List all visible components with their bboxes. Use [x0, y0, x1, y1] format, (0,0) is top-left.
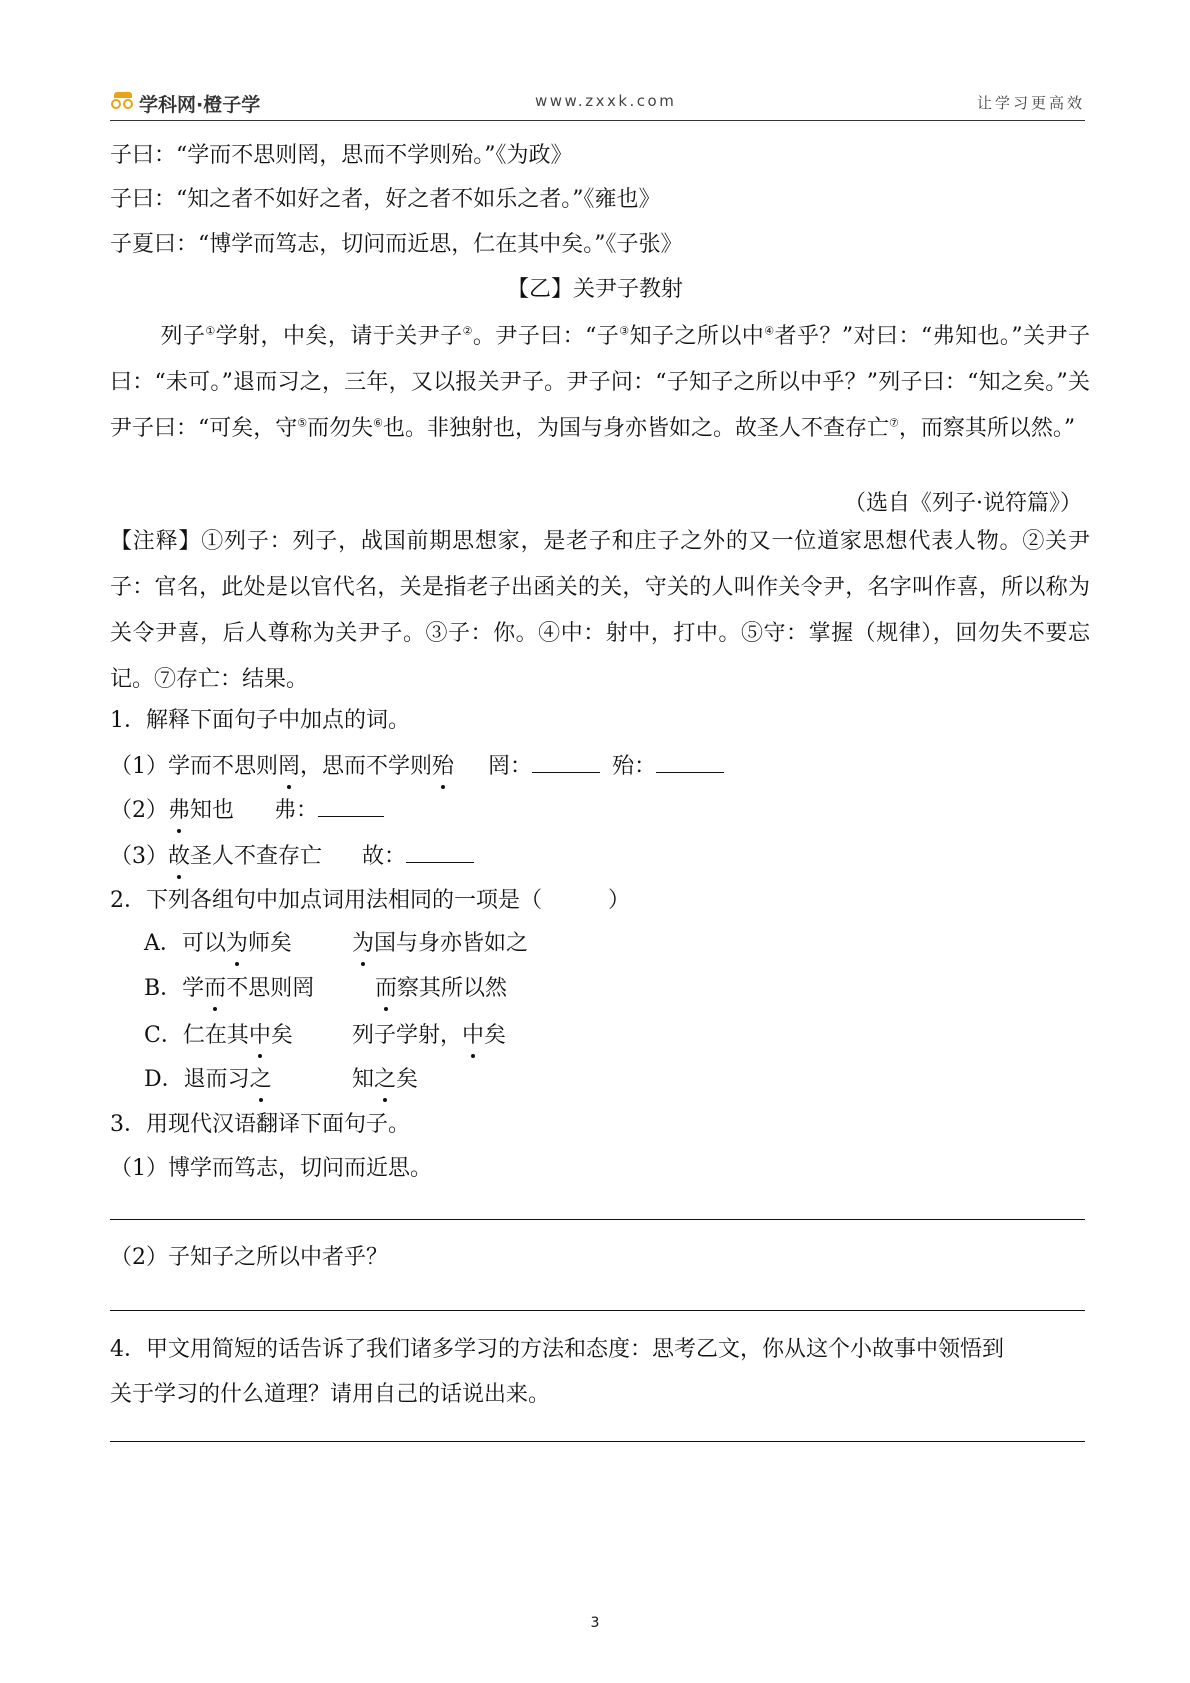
source-citation: （选自《列子·说符篇》）	[844, 491, 1082, 516]
logo-text: 学科网·橙子学	[139, 93, 261, 116]
notes: 【注释】①列子：列子，战国前期思想家，是老子和庄子之外的又一位道家思想代表人物。②关尹子：官名，此处是以官代名，关是指老子出函关的关，守关的人叫作关令尹，名字叫作喜，所以称为关令尹喜，后人尊称为关尹子。③子：你。④中：射中，打中。⑤守：掌握（规律），回勿失不要忘记。⑦存亡：结果。	[110, 529, 1090, 692]
q2-option-b-pair: 而察其所以然	[375, 974, 507, 1004]
answer-blank[interactable]	[318, 794, 384, 817]
q1-item-1: （1）学而不思则罔，思而不学则殆 罔： 殆：	[110, 750, 724, 782]
slogan: 让学习更高效	[976, 94, 1085, 112]
owl-logo-icon	[110, 92, 136, 114]
q3-item-2: （2）子知子之所以中者乎？	[110, 1245, 388, 1270]
answer-blank[interactable]	[656, 750, 724, 773]
answer-line[interactable]	[110, 1310, 1085, 1311]
q2-option-c: C．仁在其中矣	[144, 1021, 293, 1051]
answer-blank[interactable]	[406, 840, 474, 863]
q3-item-1: （1）博学而笃志，切问而近思。	[110, 1156, 432, 1181]
jia-line-2: 子曰：“知之者不如好之者，好之者不如乐之者。”《雍也》	[110, 187, 661, 212]
q2-option-c-pair: 列子学射，中矣	[352, 1021, 506, 1051]
page-header	[110, 90, 1085, 121]
q1-item-3: （3）故圣人不查存亡 故：	[110, 840, 474, 872]
q4-line-1: 4．甲文用简短的话告诉了我们诸多学习的方法和态度：思考乙文，你从这个小故事中领悟到	[110, 1337, 1005, 1362]
answer-blank[interactable]	[532, 750, 600, 773]
q2-option-d-pair: 知之矣	[352, 1065, 418, 1095]
q2-option-a-pair: 为国与身亦皆如之	[352, 929, 528, 959]
answer-line[interactable]	[110, 1219, 1085, 1220]
yi-title: 【乙】关尹子教射	[506, 277, 683, 302]
q1-item-2: （2）弗知也 弗：	[110, 794, 384, 826]
page-number: 3	[590, 1615, 600, 1631]
yi-passage: 列子①学射，中矣，请于关尹子②。尹子曰：“子③知子之所以中④者乎？”对曰：“弗知也。”关尹子曰：“未可。”退而习之，三年，又以报关尹子。尹子问：“子知子之所以中乎？”列子曰：“知之矣。”关尹子曰：“可矣，守⑤而勿失⑥也。非独射也，为国与身亦皆如之。故圣人不查存亡⑦，而察其所以然。”	[110, 324, 1090, 441]
site-url: www.zxxk.com	[535, 92, 677, 110]
answer-line[interactable]	[110, 1441, 1085, 1442]
logo	[110, 90, 260, 116]
q2-option-d: D．退而习之	[144, 1065, 272, 1095]
q2-stem: 2．下列各组句中加点词用法相同的一项是（ ）	[110, 888, 630, 913]
q3-stem: 3．用现代汉语翻译下面句子。	[110, 1112, 410, 1137]
jia-line-1: 子曰：“学而不思则罔，思而不学则殆。”《为政》	[110, 143, 573, 168]
jia-line-3: 子夏曰：“博学而笃志，切问而近思，仁在其中矣。”《子张》	[110, 232, 683, 257]
q1-stem: 1．解释下面句子中加点的词。	[110, 708, 410, 733]
q4-line-2: 关于学习的什么道理？请用自己的话说出来。	[110, 1382, 551, 1407]
q2-option-b: B．学而不思则罔	[144, 974, 314, 1004]
q2-option-a: A．可以为师矣	[144, 929, 292, 959]
